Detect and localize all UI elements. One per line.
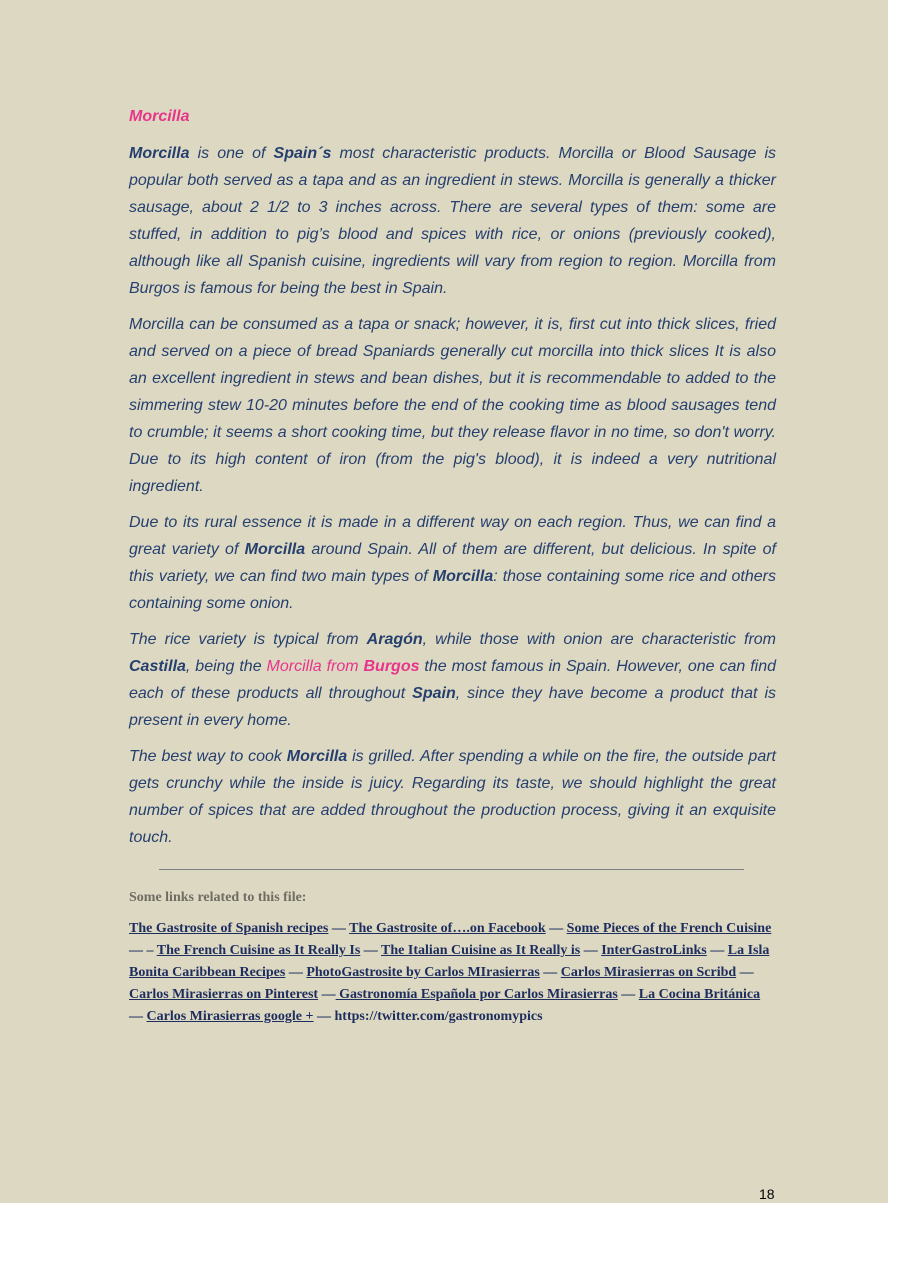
bold-text: Morcilla [432, 568, 494, 585]
link-separator: — https://twitter.com/gastronomypics [313, 1009, 543, 1024]
related-link[interactable]: La Isla Bonita Caribbean Recipes [129, 943, 770, 980]
bold-text: Morcilla [129, 145, 190, 162]
page-content [129, 106, 776, 1028]
bold-text: Morcilla [244, 541, 306, 558]
body-text [129, 140, 776, 851]
link-separator: — – [129, 943, 157, 958]
text-segment: , being the [185, 658, 267, 675]
page-number: 18 [759, 1186, 775, 1202]
text-segment: is one of [189, 145, 274, 162]
link-separator: — [736, 965, 754, 980]
bold-text: Aragón [366, 631, 423, 648]
text-segment: The best way to cook [129, 748, 287, 765]
text-segment: Due to its rural essence it is made in a different way on each region. Thus, we can find a great variety of [129, 514, 776, 558]
paragraph [129, 509, 776, 617]
text-segment: Morcilla can be consumed as a tapa or snack; however, it is, first cut into thick slices, fried and served on a piece of bread Spaniards generally cut morcilla into thick slices It is also an excellent ingredient in stews and bean dishes, but it is recommendable to added to the simmering stew 10-20 minutes before the end of the cooking time as blood sausages tend to crumble; it seems a short cooking time, but they release flavor in no time, so don't worry. Due to its high content of iron (from the pig's blood), it is indeed a very nutritional ingredient. [129, 316, 776, 495]
bold-text: Morcilla [286, 748, 348, 765]
link-separator: — [328, 921, 350, 936]
divider-line [159, 869, 744, 870]
related-link[interactable]: Carlos Mirasierras on Scribd [560, 965, 737, 980]
related-link[interactable]: Some Pieces of the French Cuisine [566, 921, 772, 936]
related-link[interactable]: InterGastroLinks [601, 943, 707, 958]
link-separator: — [617, 987, 639, 1002]
related-link[interactable]: The French Cuisine as It Really Is [156, 943, 361, 958]
text-segment: : those containing some rice and others containing some onion. [129, 568, 776, 612]
text-segment: the most famous in Spain. However, one can find each of these products all throughout [129, 658, 776, 702]
section-title: Morcilla [129, 108, 190, 125]
text-segment: , while those with onion are characteristic from [422, 631, 776, 648]
paragraph [129, 743, 776, 851]
link-separator: — [706, 943, 728, 958]
paragraph [129, 311, 776, 500]
bold-text: Spain´s [273, 145, 332, 162]
text-segment: Morcilla from [266, 658, 364, 675]
bold-text: Castilla [129, 658, 186, 675]
paragraph [129, 140, 776, 302]
link-separator: — [580, 943, 602, 958]
link-separator: — [318, 987, 336, 1002]
related-link[interactable]: The Gastrosite of Spanish recipes [129, 921, 329, 936]
related-link[interactable]: Gastronomía Española por Carlos Mirasierras [335, 987, 618, 1002]
paragraph [129, 626, 776, 734]
text-segment: is grilled. After spending a while on the fire, the outside part gets crunchy while the inside is juicy. Regarding its taste, we should highlight the great number of spices that are added throughout the production process, giving it an exquisite touch. [129, 748, 776, 846]
links-heading: Some links related to this file: [129, 890, 307, 905]
related-link[interactable]: Carlos Mirasierras on Pinterest [129, 987, 319, 1002]
related-link[interactable]: The Italian Cuisine as It Really is [381, 943, 581, 958]
link-separator: — [545, 921, 567, 936]
text-segment: most characteristic products. Morcilla or Blood Sausage is popular both served as a tapa and as an ingredient in stews. Morcilla is generally a thicker sausage, about 2 1/2 to 3 inches across. There are several types of them: some are stuffed, in addition to pig’s blood and spices with rice, or onions (previously cooked), although like all Spanish cuisine, ingredients will vary from region to region. Morcilla from Burgos is famous for being the best in Spain. [129, 145, 777, 297]
link-separator: — [360, 943, 382, 958]
related-link[interactable]: PhotoGastrosite by Carlos MIrasierras [306, 965, 540, 980]
text-segment: , since they have become a product that is present in every home. [129, 685, 776, 729]
text-segment: The rice variety is typical from [129, 631, 367, 648]
related-link[interactable]: Carlos Mirasierras google + [146, 1009, 314, 1024]
link-separator: — [129, 1009, 147, 1024]
link-separator: — [285, 965, 307, 980]
text-segment: around Spain. All of them are different, but delicious. In spite of this variety, we can find two main types of [129, 541, 776, 585]
related-links [129, 918, 776, 1028]
related-link[interactable]: La Cocina Británica [638, 987, 761, 1002]
bold-text: Burgos [363, 658, 420, 675]
bold-text: Spain [412, 685, 456, 702]
link-separator: — [539, 965, 561, 980]
related-link[interactable]: The Gastrosite of….on Facebook [349, 921, 546, 936]
